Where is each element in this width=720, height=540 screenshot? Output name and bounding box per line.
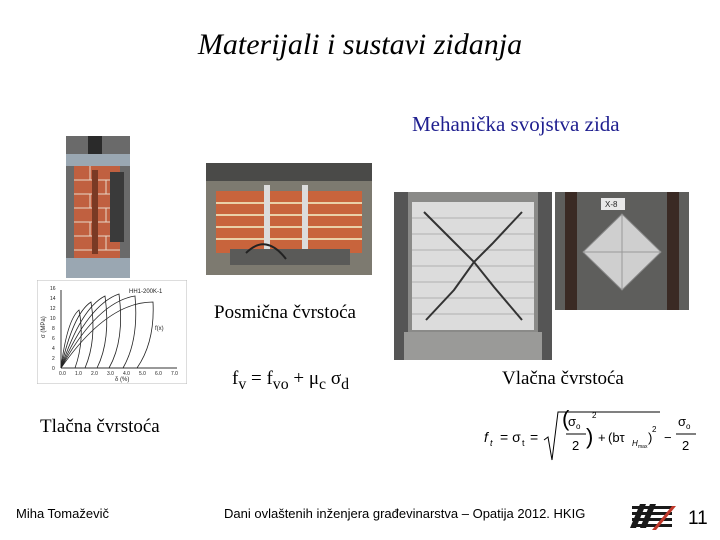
svg-text:f: f — [484, 429, 488, 445]
author-name: Miha Tomaževič — [16, 506, 109, 521]
caption-shear-strength: Posmična čvrstoća — [214, 302, 356, 323]
chart-envelope-label: f(x) — [155, 326, 164, 332]
svg-text:t: t — [490, 438, 493, 448]
y-tick: 6 — [52, 336, 55, 342]
svg-text:2: 2 — [652, 425, 657, 434]
chart-x-label: δ (%) — [115, 377, 130, 383]
svg-text:t: t — [522, 438, 525, 448]
svg-text:): ) — [648, 430, 653, 445]
x-tick: 2.0 — [91, 371, 98, 377]
rotated-specimen-photo — [555, 192, 689, 310]
diagonal-tension-wall-photo — [394, 192, 552, 360]
slide-subtitle: Mehanička svojstva zida — [412, 112, 620, 136]
x-tick: 4.0 — [123, 371, 130, 377]
chart-y-label: σ (MPa) — [41, 316, 47, 338]
y-tick: 2 — [52, 356, 55, 362]
svg-text:σ: σ — [678, 414, 687, 429]
svg-text:o: o — [686, 422, 691, 431]
svg-text:−: − — [664, 430, 672, 445]
y-tick: 16 — [50, 286, 56, 292]
shear-formula: $f_v = f_{vo} + \mu_c$ $\sigma_d$ — [232, 368, 349, 393]
svg-text:o: o — [576, 422, 581, 431]
caption-compressive-strength: Tlačna čvrstoća — [40, 416, 160, 437]
y-tick: 12 — [50, 306, 56, 312]
slide-title: Materijali i sustavi zidanja — [197, 28, 523, 61]
y-tick: 0 — [52, 366, 55, 372]
caption-tensile-strength: Vlačna čvrstoća — [502, 368, 624, 389]
svg-text:): ) — [586, 424, 594, 449]
x-tick: 5.0 — [139, 371, 146, 377]
page-number: 11 — [688, 508, 708, 529]
svg-text:= σ: = σ — [500, 429, 521, 445]
svg-text:(bτ: (bτ — [608, 430, 625, 445]
hkig-logo-icon — [626, 500, 678, 534]
y-tick: 10 — [50, 316, 56, 322]
svg-text:(: ( — [562, 406, 570, 431]
x-tick: 0.0 — [59, 371, 66, 377]
svg-text:2: 2 — [592, 411, 597, 420]
hysteresis-chart — [37, 280, 187, 384]
svg-text:H: H — [632, 439, 638, 448]
x-tick: 6.0 — [155, 371, 162, 377]
y-tick: 14 — [50, 296, 56, 302]
y-tick: 8 — [52, 326, 55, 332]
svg-text:σ: σ — [568, 414, 577, 429]
svg-text:max: max — [638, 444, 648, 450]
footer-text: Dani ovlaštenih inženjera građevinarstva – Opatija 2012. HKIG — [224, 506, 586, 521]
specimen-label: X-8 — [605, 200, 618, 209]
x-tick: 3.0 — [107, 371, 114, 377]
svg-text:=: = — [530, 429, 539, 445]
x-tick: 7.0 — [171, 371, 178, 377]
compression-test-photo — [66, 136, 130, 278]
svg-text:2: 2 — [572, 438, 580, 453]
y-tick: 4 — [52, 346, 55, 352]
svg-text:+: + — [598, 430, 606, 445]
svg-text:2: 2 — [682, 438, 690, 453]
shear-test-photo — [206, 163, 372, 275]
x-tick: 1.0 — [75, 371, 82, 377]
tension-formula — [482, 404, 702, 468]
chart-legend: HH1-200K-1 — [129, 289, 163, 295]
